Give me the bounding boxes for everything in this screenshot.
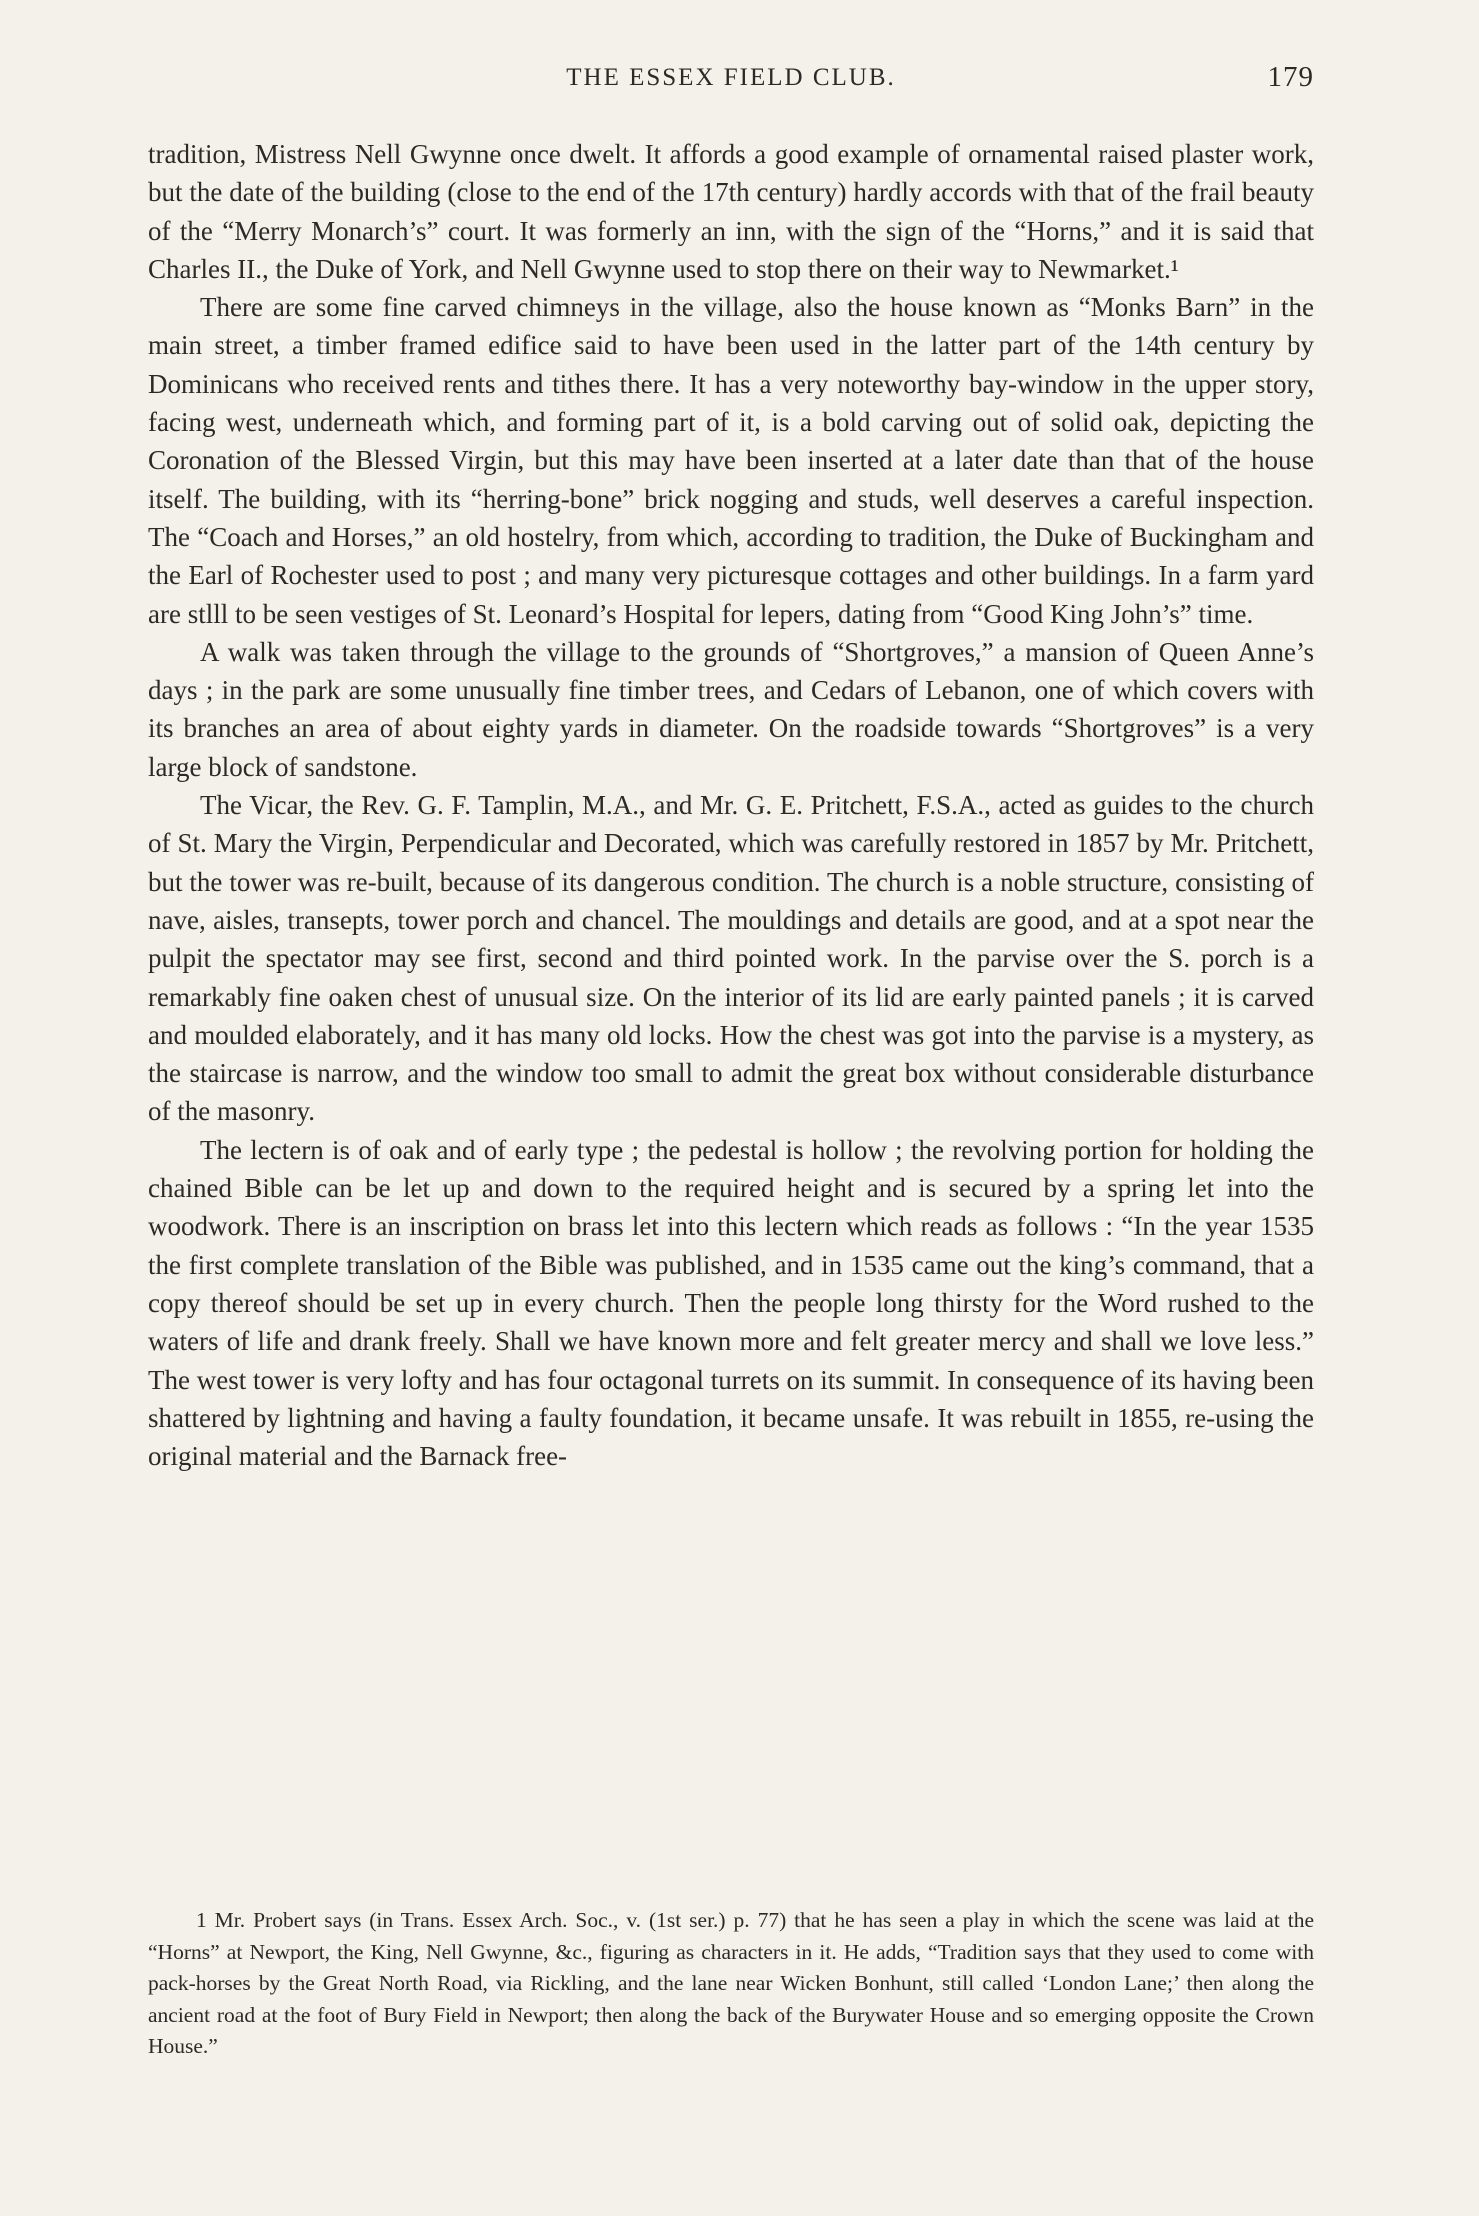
body-text <box>148 135 1314 1475</box>
footnote: 1 Mr. Probert says (in Trans. Essex Arch. Soc., v. (1st ser.) p. 77) that he has seen a play in which the scene was laid at the “Horns” at Newport, the King, Nell Gwynne, &c., figuring as characters in it. He adds, “Tradition says that they used to come with pack-horses by the Great North Road, via Rickling, and the lane near Wicken Bonhunt, still called ‘London Lane;’ then along the ancient road at the foot of Bury Field in Newport; then along the back of the Burywater House and so emerging opposite the Crown House.” <box>148 1908 1314 2059</box>
running-header <box>148 61 1314 104</box>
paragraph: A walk was taken through the village to the grounds of “Shortgroves,” a mansion of Queen Anne’s days ; in the park are some unusually fine timber trees, and Cedars of Lebanon, one of which covers with its branches an area of about eighty yards in diameter. On the roadside towards “Shortgroves” is a very large block of sandstone. <box>148 636 1314 782</box>
paragraph: The Vicar, the Rev. G. F. Tamplin, M.A., and Mr. G. E. Pritchett, F.S.A., acted as guides to the church of St. Mary the Virgin, Perpendicular and Decorated, which was carefully restored in 1857 by Mr. Pritchett, but the tower was re-built, because of its dangerous condition. The church is a noble structure, consisting of nave, aisles, transepts, tower porch and chancel. The mouldings and details are good, and at a spot near the pulpit the spectator may see first, second and third pointed work. In the parvise over the S. porch is a remarkably fine oaken chest of unusual size. On the interior of its lid are early painted panels ; it is carved and moulded elaborately, and it has many old locks. How the chest was got into the parvise is a mystery, as the staircase is narrow, and the window too small to admit the great box without considerable disturbance of the masonry. <box>148 790 1314 1127</box>
paragraph: The lectern is of oak and of early type ; the pedestal is hollow ; the revolving portion for holding the chained Bible can be let up and down to the required height and is secured by a spring let into the woodwork. There is an inscription on brass let into this lectern which reads as follows : “In the year 1535 the first complete translation of the Bible was published, and in 1535 came out the king’s command, that a copy thereof should be set up in every church. Then the people long thirsty for the Word rushed to the waters of life and drank freely. Shall we have known more and felt greater mercy and shall we love less.” The west tower is very lofty and has four octagonal turrets on its summit. In consequence of its having been shattered by lightning and having a faulty foundation, it became unsafe. It was rebuilt in 1855, re-using the original material and the Barnack free- <box>148 1134 1314 1472</box>
paragraph: There are some fine carved chimneys in the village, also the house known as “Monks Barn” in the main street, a timber framed edifice said to have been used in the latter part of the 14th century by Dominicans who received rents and tithes there. It has a very noteworthy bay-window in the upper story, facing west, underneath which, and forming part of it, is a bold carving out of solid oak, depicting the Coronation of the Blessed Virgin, but this may have been inserted at a later date than that of the house itself. The building, with its “herring-bone” brick nogging and studs, well deserves a careful inspection. The “Coach and Horses,” an old hostelry, from which, according to tradition, the Duke of Buckingham and the Earl of Rochester used to post ; and many very picturesque cottages and other buildings. In a farm yard are stlll to be seen vestiges of St. Leonard’s Hospital for lepers, dating from “Good King John’s” time. <box>148 292 1314 629</box>
running-title: THE ESSEX FIELD CLUB. <box>566 64 896 91</box>
footnotes <box>148 1905 1314 2063</box>
paragraph: tradition, Mistress Nell Gwynne once dwelt. It affords a good example of ornamental raised plaster work, but the date of the building (close to the end of the 17th century) hardly accords with that of the frail beauty of the “Merry Monarch’s” court. It was formerly an inn, with the sign of the “Horns,” and it is said that Charles II., the Duke of York, and Nell Gwynne used to stop there on their way to Newmarket.¹ <box>148 139 1314 284</box>
page-number: 179 <box>1267 61 1314 93</box>
